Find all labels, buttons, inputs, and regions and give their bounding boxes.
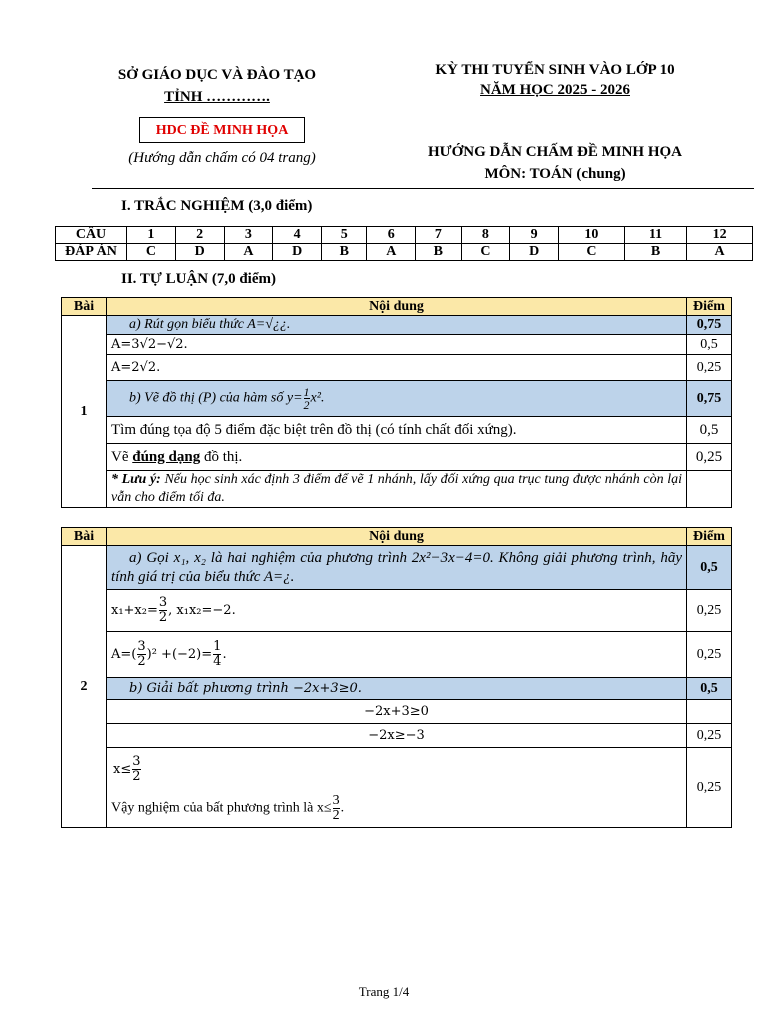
question-number: 9 bbox=[510, 227, 559, 244]
fraction-numerator: 1 bbox=[303, 385, 310, 399]
fraction bbox=[137, 640, 145, 669]
note-label: * Lưu ý: bbox=[111, 472, 161, 487]
fraction bbox=[132, 755, 140, 784]
guide-header bbox=[395, 141, 715, 185]
section1-title: I. TRẮC NGHIỆM (3,0 điểm) bbox=[121, 198, 313, 214]
bai1-a-row bbox=[62, 316, 732, 335]
question-number: 7 bbox=[416, 227, 461, 244]
bai1-table bbox=[61, 297, 732, 508]
col-content: Nội dung bbox=[107, 528, 687, 546]
bai1-b-step2-points: 0,25 bbox=[687, 444, 732, 471]
bai1-b-title-pre: b) Vẽ đồ thị (P) của hàm số y= bbox=[129, 390, 303, 406]
bai1-a-title: a) Rút gọn biểu thức A=√¿¿. bbox=[107, 316, 687, 335]
answer-cell: C bbox=[461, 244, 510, 261]
school-year: NĂM HỌC 2025 - 2026 bbox=[480, 82, 630, 98]
bai2-b-step3 bbox=[111, 753, 682, 794]
bai1-b-title bbox=[107, 381, 687, 417]
bai2-a-title: a) Gọi x₁, x₂ là hai nghiệm của phương trình 2x²−3x−4=0. Không giải phương trình, hãy tính giá trị của biểu thức A=¿. bbox=[107, 546, 687, 590]
question-number: 8 bbox=[461, 227, 510, 244]
bai2-b-step34 bbox=[107, 748, 687, 828]
bai1-note bbox=[107, 471, 687, 508]
subject-title: MÔN: TOÁN (chung) bbox=[484, 166, 626, 182]
step2-post: đồ thị. bbox=[200, 448, 243, 465]
bai1-b-step2 bbox=[107, 444, 687, 471]
answer-cell: C bbox=[559, 244, 625, 261]
answer-cell: A bbox=[367, 244, 416, 261]
exam-title: KỲ THI TUYỂN SINH VÀO LỚP 10 bbox=[435, 62, 675, 78]
answer-cell: D bbox=[273, 244, 322, 261]
answer-table-row-questions bbox=[56, 227, 753, 244]
bai1-b-step2-row bbox=[62, 444, 732, 471]
header-divider bbox=[92, 188, 754, 189]
bai2-a-step2-row bbox=[62, 632, 732, 678]
province-name: TỈNH …………. bbox=[164, 89, 270, 105]
question-number: 5 bbox=[322, 227, 367, 244]
page-count-note: (Hướng dẫn chấm có 04 trang) bbox=[128, 150, 316, 166]
fraction-numerator: 3 bbox=[332, 792, 340, 808]
bai1-a-step1-points: 0,5 bbox=[687, 335, 732, 355]
fraction-numerator: 3 bbox=[158, 595, 168, 610]
bai2-b-step1-points bbox=[687, 700, 732, 724]
guide-title: HƯỚNG DẪN CHẤM ĐỀ MINH HỌA bbox=[427, 144, 682, 160]
bai2-b-title: b) Giải bất phương trình −2x+3≥0. bbox=[107, 678, 687, 700]
step-mid: )² +(−2)= bbox=[146, 647, 213, 662]
fraction-numerator: 1 bbox=[213, 639, 222, 654]
bai2-b-step34-points: 0,25 bbox=[687, 748, 732, 828]
bai1-a-step1: A=3√2−√2. bbox=[107, 335, 687, 355]
bai2-a-points: 0,5 bbox=[687, 546, 732, 590]
step-post: , x₁x₂=−2. bbox=[168, 603, 236, 618]
bai2-b-step4 bbox=[111, 794, 682, 823]
bai1-header-row bbox=[62, 298, 732, 316]
answer-cell: C bbox=[127, 244, 176, 261]
fraction-numerator: 3 bbox=[132, 753, 141, 769]
answer-cell: B bbox=[416, 244, 461, 261]
fraction-denominator: 2 bbox=[158, 610, 168, 625]
bai2-b-row bbox=[62, 678, 732, 700]
bai1-a-step2: A=2√2. bbox=[107, 355, 687, 381]
fraction bbox=[213, 640, 221, 669]
fraction bbox=[333, 794, 340, 823]
answer-table-row-answers bbox=[56, 244, 753, 261]
fraction-numerator: 3 bbox=[137, 639, 146, 654]
answer-cell: A bbox=[224, 244, 273, 261]
bai1-b-title-post: x². bbox=[310, 390, 325, 406]
section2-title: II. TỰ LUẬN (7,0 điểm) bbox=[121, 271, 277, 287]
sample-badge: HDC ĐỀ MINH HỌA bbox=[139, 117, 305, 143]
question-number: 12 bbox=[687, 227, 753, 244]
bai1-b-step1-row bbox=[62, 417, 732, 444]
bai2-header-row bbox=[62, 528, 732, 546]
step-pre: x≤ bbox=[113, 761, 132, 777]
question-number: 11 bbox=[624, 227, 686, 244]
fraction bbox=[304, 386, 310, 411]
step2-pre: Vẽ bbox=[111, 448, 133, 465]
bai1-b-step1-points: 0,5 bbox=[687, 417, 732, 444]
step-post: . bbox=[222, 647, 227, 662]
question-number: 10 bbox=[559, 227, 625, 244]
answer-cell: D bbox=[510, 244, 559, 261]
answer-cell: D bbox=[175, 244, 224, 261]
bai2-b-step2: −2x≥−3 bbox=[107, 724, 687, 748]
bai1-note-row bbox=[62, 471, 732, 508]
answer-cell: B bbox=[322, 244, 367, 261]
department-header bbox=[92, 64, 342, 108]
step-post: . bbox=[340, 800, 345, 816]
bai2-a-row bbox=[62, 546, 732, 590]
question-number: 4 bbox=[273, 227, 322, 244]
bai2-number: 2 bbox=[62, 546, 107, 828]
answer-cell: A bbox=[687, 244, 753, 261]
answer-table bbox=[55, 226, 753, 261]
question-number: 2 bbox=[175, 227, 224, 244]
exam-header bbox=[395, 60, 715, 100]
bai2-b-step1-row bbox=[62, 700, 732, 724]
page-number: Trang 1/4 bbox=[358, 984, 410, 999]
step-pre: Vậy nghiệm của bất phương trình là x≤ bbox=[111, 800, 332, 816]
bai2-b-step34-row bbox=[62, 748, 732, 828]
question-number: 6 bbox=[367, 227, 416, 244]
bai2-b-step2-points: 0,25 bbox=[687, 724, 732, 748]
question-number: 1 bbox=[127, 227, 176, 244]
bai1-a-step2-row bbox=[62, 355, 732, 381]
bai2-a-step2 bbox=[107, 632, 687, 678]
bai2-a-step2-points: 0,25 bbox=[687, 632, 732, 678]
answer-cell: B bbox=[624, 244, 686, 261]
bai1-number: 1 bbox=[62, 316, 107, 508]
col-points: Điểm bbox=[687, 528, 732, 546]
bai2-a-step1 bbox=[107, 590, 687, 632]
question-label: CÂU bbox=[56, 227, 127, 244]
fraction-denominator: 2 bbox=[303, 398, 310, 412]
bai1-note-points bbox=[687, 471, 732, 508]
step-pre: A=( bbox=[111, 647, 137, 662]
bai1-a-points: 0,75 bbox=[687, 316, 732, 335]
col-bai: Bài bbox=[62, 528, 107, 546]
bai2-table bbox=[61, 527, 732, 828]
bai2-a-step1-points: 0,25 bbox=[687, 590, 732, 632]
bai1-b-step1: Tìm đúng tọa độ 5 điểm đặc biệt trên đồ thị (có tính chất đối xứng). bbox=[107, 417, 687, 444]
bai1-a-step2-points: 0,25 bbox=[687, 355, 732, 381]
col-points: Điểm bbox=[687, 298, 732, 316]
bai1-b-row bbox=[62, 381, 732, 417]
bai1-b-points: 0,75 bbox=[687, 381, 732, 417]
department-name: SỞ GIÁO DỤC VÀ ĐÀO TẠO bbox=[117, 67, 317, 83]
fraction-denominator: 2 bbox=[137, 654, 146, 669]
bai2-b-points: 0,5 bbox=[687, 678, 732, 700]
col-content: Nội dung bbox=[107, 298, 687, 316]
note-text: Nếu học sinh xác định 3 điểm để vẽ 1 nhánh, lấy đối xứng qua trục tung được nhánh còn lại vẫn cho điểm tối đa. bbox=[111, 472, 682, 505]
question-number: 3 bbox=[224, 227, 273, 244]
fraction-denominator: 2 bbox=[132, 768, 141, 784]
bai1-a-step1-row bbox=[62, 335, 732, 355]
bai2-b-step1: −2x+3≥0 bbox=[107, 700, 687, 724]
answer-label: ĐÁP ÁN bbox=[56, 244, 127, 261]
fraction-denominator: 4 bbox=[213, 654, 222, 669]
step2-emphasis: đúng dạng bbox=[132, 448, 201, 465]
fraction-denominator: 2 bbox=[332, 807, 340, 823]
col-bai: Bài bbox=[62, 298, 107, 316]
bai2-b-step2-row bbox=[62, 724, 732, 748]
bai2-a-step1-row bbox=[62, 590, 732, 632]
step-pre: x₁+x₂= bbox=[111, 603, 158, 618]
fraction bbox=[159, 596, 167, 625]
